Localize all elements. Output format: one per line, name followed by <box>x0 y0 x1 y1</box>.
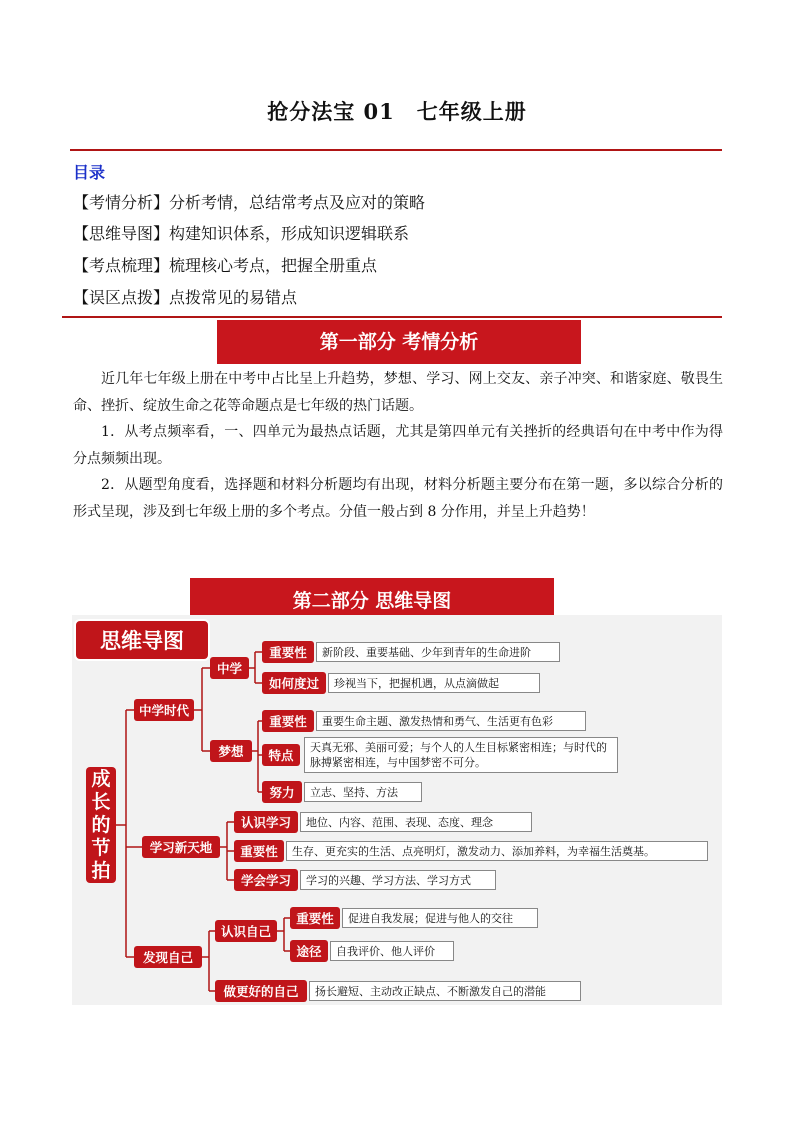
key-approach[interactable]: 途径 <box>290 940 328 962</box>
value-understand-learning: 地位、内容、范围、表现、态度、理念 <box>300 812 532 832</box>
value-learning-importance: 生存、更充实的生活、点亮明灯，激发动力、添加养料，为幸福生活奠基。 <box>286 841 708 861</box>
value-middle-school-importance: 新阶段、重要基础、少年到青年的生命进阶 <box>316 642 560 662</box>
part1-banner: 第一部分 考情分析 <box>217 320 581 364</box>
root-char: 节 <box>91 836 111 859</box>
root-char: 长 <box>91 790 111 813</box>
toc-rule <box>62 316 722 318</box>
toc-item-1[interactable]: 【考情分析】分析考情，总结常考点及应对的策略 <box>73 193 426 212</box>
mindmap-root <box>86 767 116 883</box>
key-understand-learning[interactable]: 认识学习 <box>234 811 298 833</box>
value-dream-features: 天真无邪、美丽可爱；与个人的人生目标紧密相连；与时代的脉搏紧密相连，与中国梦密不可分。 <box>304 737 618 773</box>
toc-heading: 目录 <box>73 163 106 182</box>
root-char: 成 <box>91 767 111 790</box>
key-importance[interactable]: 重要性 <box>234 840 284 862</box>
key-features[interactable]: 特点 <box>262 744 300 766</box>
analysis-text <box>73 366 723 525</box>
value-know-self-importance: 促进自我发展；促进与他人的交往 <box>342 908 538 928</box>
key-how-to-spend[interactable]: 如何度过 <box>262 672 326 694</box>
value-how-to-spend: 珍视当下，把握机遇，从点滴做起 <box>328 673 540 693</box>
root-char: 的 <box>91 813 111 836</box>
key-learn-to-learn[interactable]: 学会学习 <box>234 869 298 891</box>
branch-middle-school[interactable]: 中学时代 <box>134 699 194 721</box>
document-title: 抢分法宝 01 七年级上册 <box>267 99 527 124</box>
branch-learning[interactable]: 学习新天地 <box>142 836 220 858</box>
mindmap <box>72 615 722 1005</box>
part2-banner: 第二部分 思维导图 <box>190 578 554 620</box>
branch-discover-self[interactable]: 发现自己 <box>134 946 202 968</box>
toc-item-3[interactable]: 【考点梳理】梳理核心考点，把握全册重点 <box>73 256 378 275</box>
node-know-self[interactable]: 认识自己 <box>215 920 277 942</box>
value-learn-to-learn: 学习的兴趣、学习方法、学习方式 <box>300 870 496 890</box>
toc-item-4[interactable]: 【误区点拨】点拨常见的易错点 <box>73 288 298 307</box>
title-rule <box>70 149 722 151</box>
key-effort[interactable]: 努力 <box>262 781 302 803</box>
node-dream[interactable]: 梦想 <box>210 740 252 762</box>
key-importance[interactable]: 重要性 <box>262 641 314 663</box>
key-importance[interactable]: 重要性 <box>262 710 314 732</box>
value-dream-importance: 重要生命主题、激发热情和勇气、生活更有色彩 <box>316 711 586 731</box>
key-importance[interactable]: 重要性 <box>290 907 340 929</box>
key-be-better-self[interactable]: 做更好的自己 <box>215 980 307 1002</box>
toc-item-2[interactable]: 【思维导图】构建知识体系，形成知识逻辑联系 <box>73 224 410 243</box>
analysis-paragraph-1: 近几年七年级上册在中考中占比呈上升趋势，梦想、学习、网上交友、亲子冲突、和谐家庭、敬畏生命、挫折、绽放生命之花等命题点是七年级的热门话题。 <box>73 371 723 414</box>
value-know-self-approach: 自我评价、他人评价 <box>330 941 454 961</box>
analysis-paragraph-3: 2．从题型角度看，选择题和材料分析题均有出现，材料分析题主要分布在第一题，多以综合分析的形式呈现，涉及到七年级上册的多个考点。分值一般占到 8 分作用，并呈上升趋势！ <box>73 477 723 520</box>
value-be-better-self: 扬长避短、主动改正缺点、不断激发自己的潜能 <box>309 981 581 1001</box>
analysis-paragraph-2: 1．从考点频率看，一、四单元为最热点话题，尤其是第四单元有关挫折的经典语句在中考中作为得分点频频出现。 <box>73 424 723 467</box>
mindmap-title: 思维导图 <box>74 619 210 661</box>
root-char: 拍 <box>91 859 111 882</box>
node-middle-school[interactable]: 中学 <box>210 657 249 679</box>
value-dream-effort: 立志、坚持、方法 <box>304 782 422 802</box>
